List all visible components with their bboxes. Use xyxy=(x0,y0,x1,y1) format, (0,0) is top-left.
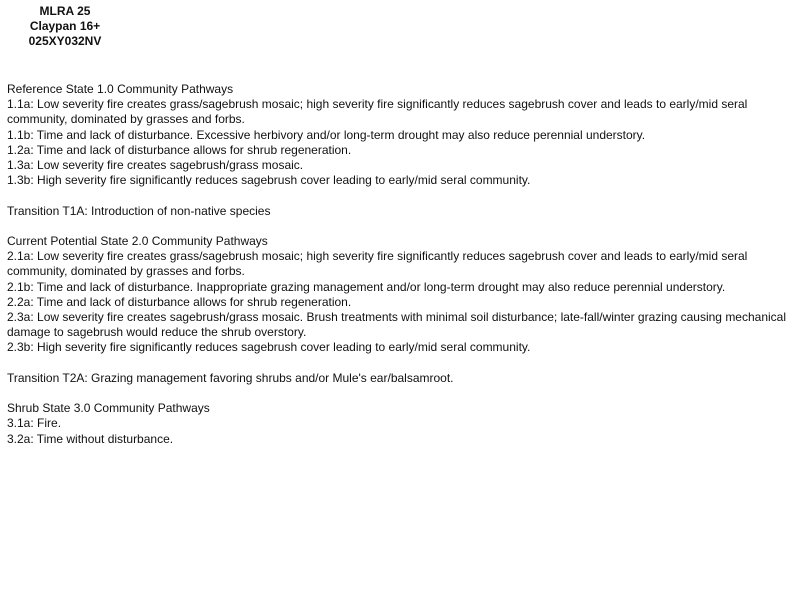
site-name: Claypan 16+ xyxy=(29,19,101,33)
transition-t1a-section xyxy=(7,204,792,219)
pathway-item: 2.3a: Low severity fire creates sagebrush/grass mosaic. Brush treatments with minimal soil disturbance; late-fall/winter grazing causing mechanical damage to sagebrush would reduce the shrub overstory. xyxy=(7,310,787,340)
pathway-item: 1.1b: Time and lack of disturbance. Excessive herbivory and/or long-term drought may also reduce perennial understory. xyxy=(7,127,646,142)
document-body xyxy=(7,82,792,462)
document-header xyxy=(0,4,130,49)
pathway-item: 2.3b: High severity fire significantly reduces sagebrush cover leading to early/mid seral community. xyxy=(7,340,531,355)
pathway-item: 1.3b: High severity fire significantly reduces sagebrush cover leading to early/mid seral community. xyxy=(7,173,531,188)
pathway-item: 2.1b: Time and lack of disturbance. Inappropriate grazing management and/or long-term drought may also reduce perennial understory. xyxy=(7,279,726,294)
pathway-item: 2.1a: Low severity fire creates grass/sagebrush mosaic; high severity fire significantly reduces sagebrush cover and leads to early/mid seral community, dominated by grasses and forbs. xyxy=(7,249,748,279)
transition-text: Transition T2A: Grazing management favoring shrubs and/or Mule's ear/balsamroot. xyxy=(7,370,454,385)
pathway-item: 1.1a: Low severity fire creates grass/sagebrush mosaic; high severity fire significantly reduces sagebrush cover and leads to early/mid seral community, dominated by grasses and forbs. xyxy=(7,97,748,127)
pathway-item: 3.2a: Time without disturbance. xyxy=(7,431,174,446)
transition-t2a-section xyxy=(7,371,792,386)
current-state-section xyxy=(7,234,792,356)
pathway-item: 1.2a: Time and lack of disturbance allows for shrub regeneration. xyxy=(7,142,352,157)
site-id: 025XY032NV xyxy=(28,34,102,48)
pathway-item: 3.1a: Fire. xyxy=(7,416,62,431)
transition-text: Transition T1A: Introduction of non-native species xyxy=(7,203,271,218)
pathway-item: 2.2a: Time and lack of disturbance allows for shrub regeneration. xyxy=(7,294,352,309)
mlra-label: MLRA 25 xyxy=(39,4,91,18)
reference-state-section xyxy=(7,82,792,188)
section-title: Reference State 1.0 Community Pathways xyxy=(7,82,234,96)
section-title: Current Potential State 2.0 Community Pathways xyxy=(7,234,268,248)
pathway-item: 1.3a: Low severity fire creates sagebrush/grass mosaic. xyxy=(7,158,304,173)
section-title: Shrub State 3.0 Community Pathways xyxy=(7,401,210,416)
shrub-state-section xyxy=(7,401,792,447)
